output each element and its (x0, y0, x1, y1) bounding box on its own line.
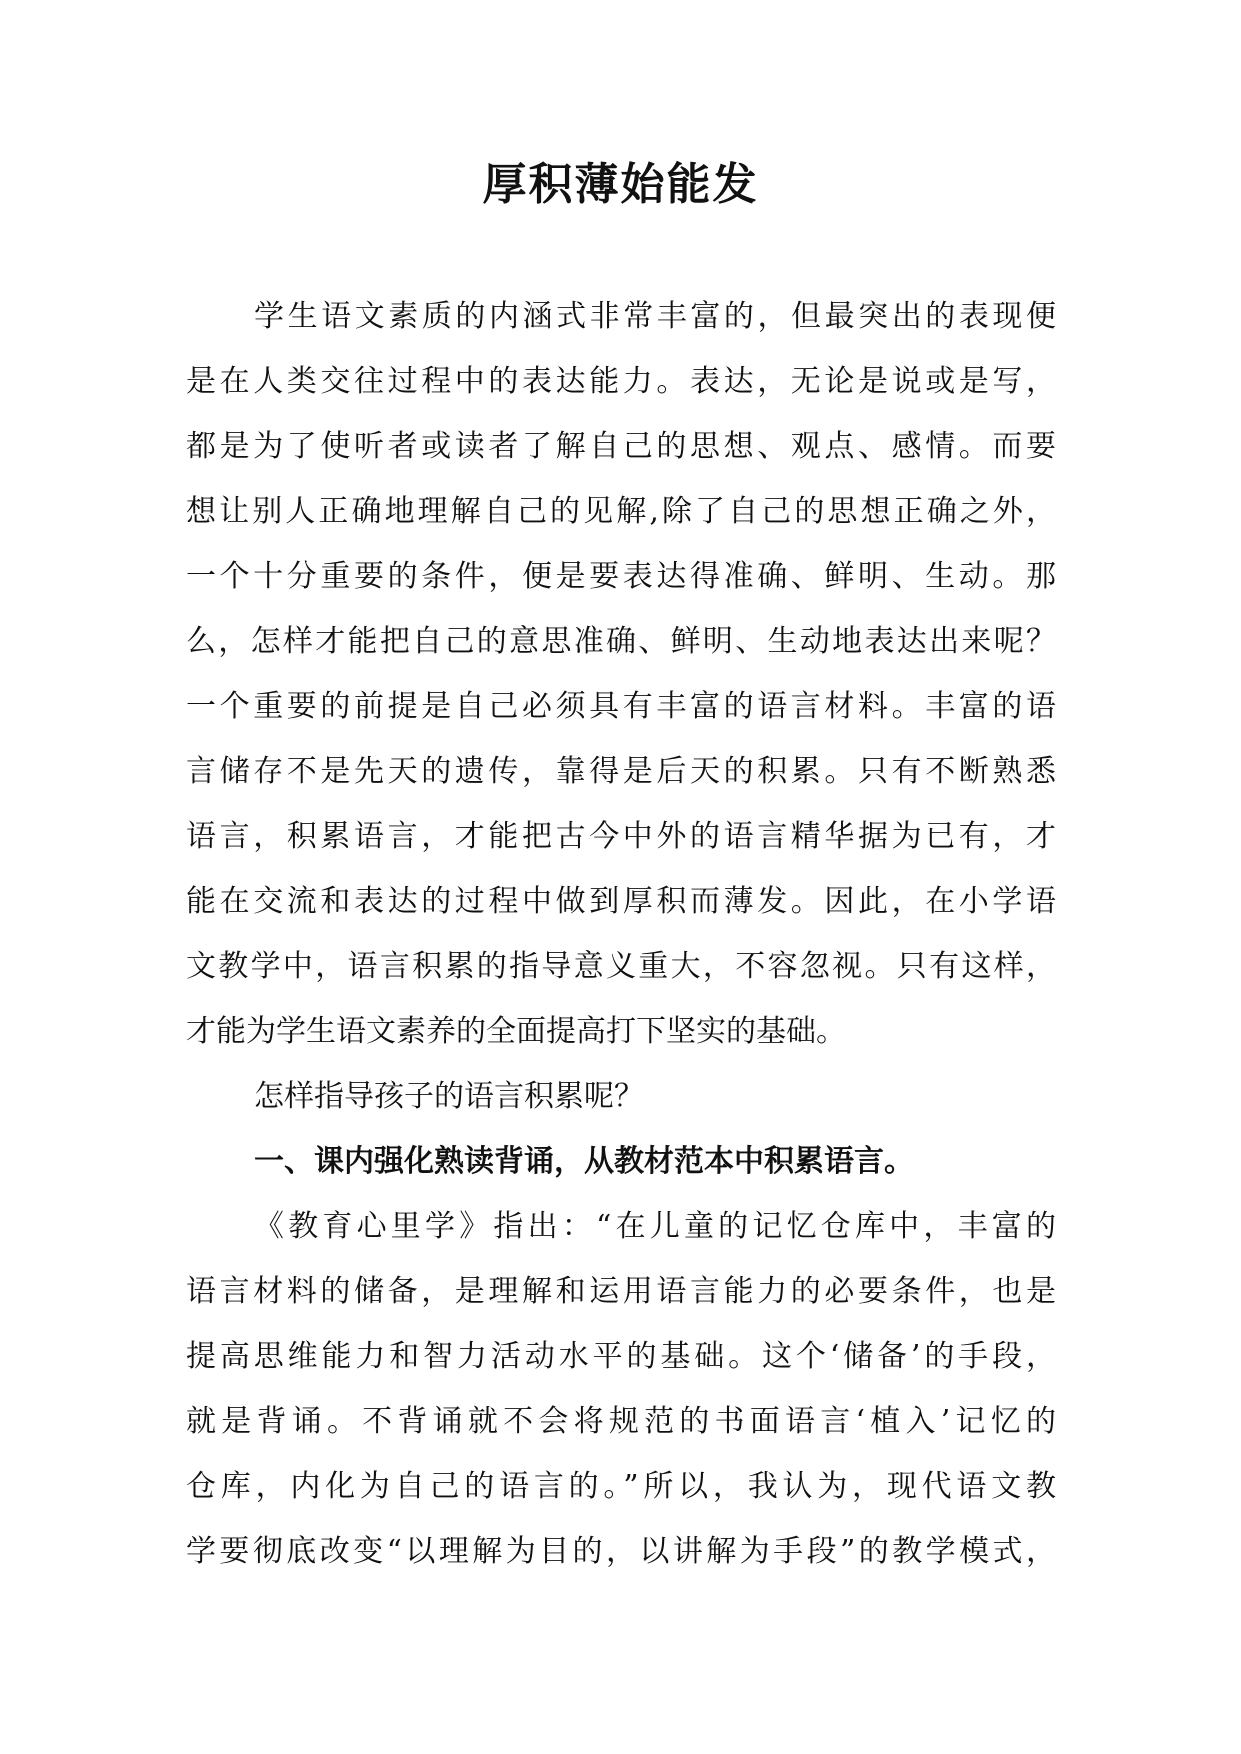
question-line: 怎样指导孩子的语言积累呢？ (254, 1079, 644, 1114)
paragraph-line: 想让别人正确地理解自己的见解,除了自己的思想正确之外， (186, 494, 1056, 529)
section-heading: 一、课内强化熟读背诵，从教材范本中积累语言。 (254, 1144, 914, 1179)
paragraph-line: 文教学中，语言积累的指导意义重大，不容忽视。只有这样， (186, 949, 1056, 984)
paragraph-line: 提高思维能力和智力活动水平的基础。这个‘储备’的手段， (186, 1339, 1056, 1374)
paragraph-line: 仓库，内化为自己的语言的。”所以，我认为，现代语文教 (186, 1469, 1056, 1504)
paragraph-line: 《教育心里学》指出：“在儿童的记忆仓库中，丰富的 (254, 1209, 1056, 1244)
paragraph-line: 都是为了使听者或读者了解自己的思想、观点、感情。而要 (186, 429, 1056, 464)
paragraph-line: 语言，积累语言，才能把古今中外的语言精华据为已有，才 (186, 819, 1056, 854)
paragraph-line: 能在交流和表达的过程中做到厚积而薄发。因此，在小学语 (186, 884, 1056, 919)
paragraph-line: 一个重要的前提是自己必须具有丰富的语言材料。丰富的语 (186, 689, 1056, 724)
paragraph-line: 么，怎样才能把自己的意思准确、鲜明、生动地表达出来呢？ (186, 624, 1056, 659)
paragraph-line: 一个十分重要的条件，便是要表达得准确、鲜明、生动。那 (186, 559, 1056, 594)
document-title: 厚积薄始能发 (482, 159, 759, 210)
paragraph-line: 学要彻底改变“以理解为目的，以讲解为手段”的教学模式， (186, 1534, 1056, 1569)
paragraph-line: 是在人类交往过程中的表达能力。表达，无论是说或是写， (186, 364, 1056, 399)
paragraph-line: 就是背诵。不背诵就不会将规范的书面语言‘植入’记忆的 (186, 1404, 1056, 1439)
document-body (186, 284, 1056, 1584)
paragraph-line: 学生语文素质的内涵式非常丰富的，但最突出的表现便 (254, 299, 1056, 334)
paragraph-line: 语言材料的储备，是理解和运用语言能力的必要条件，也是 (186, 1274, 1056, 1309)
paragraph-line: 才能为学生语文素养的全面提高打下坚实的基础。 (186, 1014, 846, 1049)
paragraph-line: 言储存不是先天的遗传，靠得是后天的积累。只有不断熟悉 (186, 754, 1056, 789)
